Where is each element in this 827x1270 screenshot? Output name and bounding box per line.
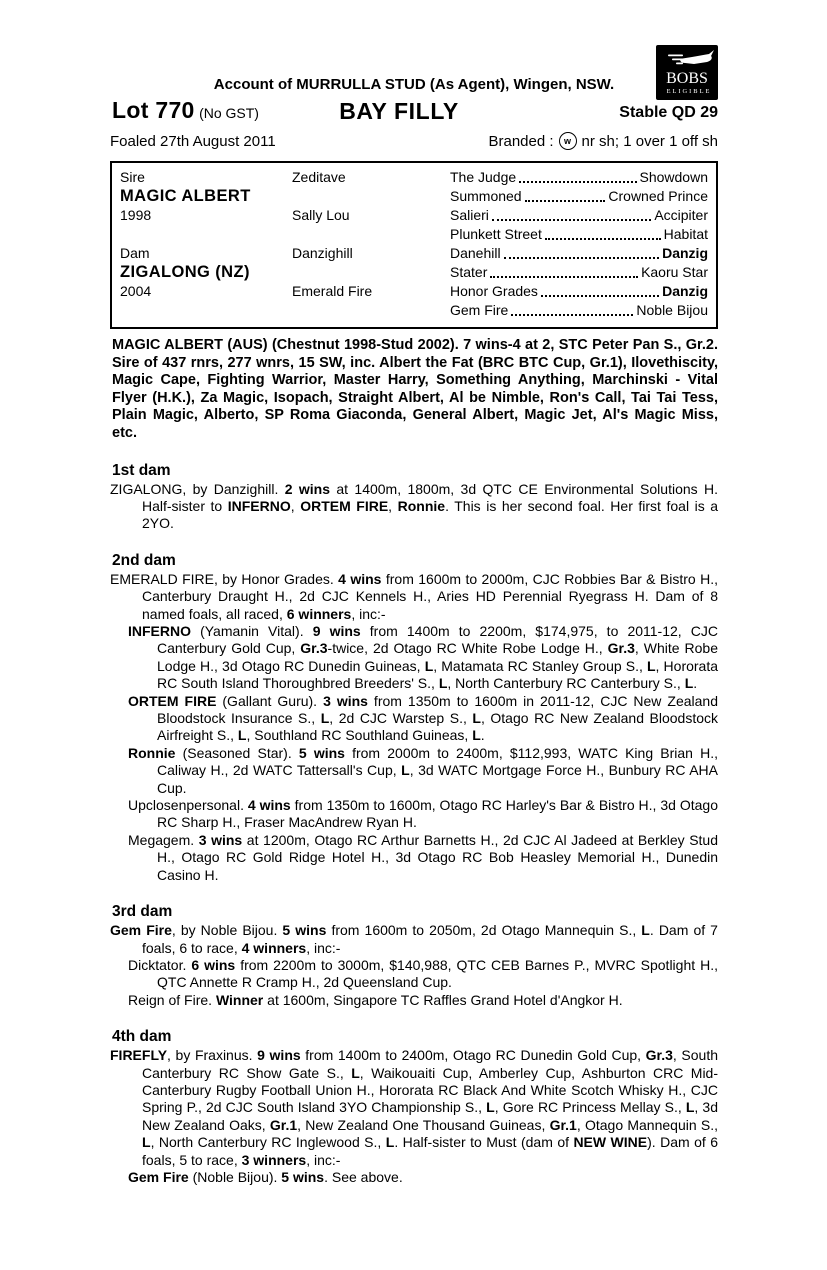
dam-year: 2004 <box>120 283 152 299</box>
dot-leader <box>492 219 651 221</box>
dam-entry: ZIGALONG, by Danzighill. 2 wins at 1400m, 1800m, 3d QTC CE Environmental Solutions H. Half-sister to INFERNO, ORTEM FIRE, Ronnie. This is her second foal. Her first foal is a 2YO. <box>110 480 719 532</box>
great-grandparents <box>450 187 708 206</box>
ancestor-dam-sire: Kaoru Star <box>641 264 708 280</box>
dot-leader <box>511 314 633 316</box>
ancestor-sire: Stater <box>450 264 488 280</box>
brand-location: nr sh; 1 over 1 off sh <box>581 132 718 150</box>
second-dam-name: Emerald Fire <box>292 283 373 299</box>
ancestor-sire: The Judge <box>450 169 517 185</box>
dam-entry: Gem Fire, by Noble Bijou. 5 wins from 1600m to 2050m, 2d Otago Mannequin S., L. Dam of 7 foals, 6 to race, 4 winners, inc:- <box>110 922 718 956</box>
sire-role-label: Sire <box>120 169 145 185</box>
progeny-entry: Megagem. 3 wins at 1200m, Otago RC Arthur Barnetts H., 2d CJC Al Jadeed at Berkley Stud H., Otago RC Gold Ridge Hotel H., 3d Otago RC Bob Heasley Memorial H., Dunedin Casino H. <box>128 831 718 883</box>
ancestor-dam-sire: Noble Bijou <box>636 302 708 318</box>
foal-row <box>110 130 718 152</box>
sire-summary: MAGIC ALBERT (AUS) (Chestnut 1998-Stud 2002). 7 wins-4 at 2, STC Peter Pan S., Gr.2. Sire of 437 rnrs, 277 wnrs, 15 SW, inc. Albert the Fat (BRC BTC Cup, Gr.1), Ilovethiscity, Magic Cape, Fighting Warrior, Master Harry, Something Anything, Marchinski - Vital Flyer (H.K.), Za Magic, Isopach, Straight Albert, Al be Nimble, Ron's Call, Tai Tai Tess, Plain Magic, Alberto, SP Roma Giaconda, General Albert, Magic Jet, Al's Magic Miss, etc. <box>112 337 718 441</box>
damsire-name: Danzighill <box>292 245 353 261</box>
dam-role-label: Dam <box>120 245 150 261</box>
brand-description <box>488 132 718 150</box>
sire-name: MAGIC ALBERT <box>120 187 251 205</box>
section-1st-dam <box>110 462 718 533</box>
progeny-entry: Upclosenpersonal. 4 wins from 1350m to 1600m, Otago RC Harley's Bar & Bistro H., 3d Otago RC Sharp H., Fraser MacAndrew Ryan H. <box>128 797 718 831</box>
branded-label: Branded : <box>488 132 554 150</box>
pedigree-table <box>110 161 718 329</box>
bobs-logo-graphic <box>656 45 718 100</box>
section-4th-dam <box>110 1028 718 1186</box>
ancestor-sire: Honor Grades <box>450 283 538 299</box>
section-heading: 4th dam <box>112 1028 172 1046</box>
bobs-eligible-logo <box>656 45 718 100</box>
lot-number: Lot 770 <box>112 97 195 123</box>
pedigree-row <box>120 263 708 282</box>
progeny-entry: ORTEM FIRE (Gallant Guru). 3 wins from 1350m to 1600m in 2011-12, CJC New Zealand Bloodstock Insurance S., L, 2d CJC Warstep S., L, Otago RC New Zealand Bloodstock Airfreight S., L, Southland RC Southland Guineas, L. <box>128 692 719 744</box>
page-content <box>110 0 718 1186</box>
dam-entry: FIREFLY, by Fraxinus. 9 wins from 1400m to 2400m, Otago RC Dunedin Gold Cup, Gr.3, South Canterbury RC Show Gate S., L, Waikouaiti Cup, Amberley Cup, Ashburton CRC Mid-Canterbury Rugby Football Union H., Hororata RC Black And White Scotch Whisky H., CJC Spring P., 2d CJC South Island 3YO Championship S., L, Gore RC Princess Mellay S., L, 3d New Zealand Oaks, Gr.1, New Zealand One Thousand Guineas, Gr.1, Otago Mannequin S., L, North Canterbury RC Inglewood S., L. Half-sister to Must (dam of NEW WINE). Dam of 6 foals, 5 to race, 3 winners, inc:- <box>110 1047 719 1168</box>
section-2nd-dam <box>110 552 718 884</box>
ancestor-sire: Summoned <box>450 188 522 204</box>
stable-number: Stable QD 29 <box>619 104 718 121</box>
dot-leader <box>504 257 660 259</box>
pedigree-row <box>120 301 708 320</box>
ancestor-sire: Gem Fire <box>450 302 509 318</box>
section-3rd-dam <box>110 903 718 1009</box>
dam-entry: EMERALD FIRE, by Honor Grades. 4 wins from 1600m to 2000m, CJC Robbies Bar & Bistro H., Canterbury Draught H., 2d CJC Kennels H., Aries HD Perennial Ryegrass H. Dam of 8 named foals, all raced, 6 winners, inc:- <box>110 570 718 622</box>
brand-mark-letter: w <box>564 135 572 146</box>
bobs-logo-subtext: ELIGIBLE <box>666 88 712 95</box>
ancestor-dam-sire: Danzig <box>662 245 708 261</box>
bobs-logo-text: BOBS <box>666 70 708 87</box>
progeny-entry: Gem Fire (Noble Bijou). 5 wins. See above. <box>128 1168 403 1185</box>
granddam-name: Sally Lou <box>292 207 350 223</box>
pedigree-row <box>120 244 708 263</box>
pedigree-row <box>120 206 708 225</box>
great-grandparents <box>450 301 708 320</box>
pedigree-row <box>120 187 708 206</box>
great-grandparents <box>450 168 708 187</box>
ancestor-dam-sire: Crowned Prince <box>608 188 708 204</box>
ancestor-dam-sire: Habitat <box>663 226 708 242</box>
pedigree-row <box>120 282 708 301</box>
great-grandparents <box>450 263 708 282</box>
account-line: Account of MURRULLA STUD (As Agent), Wingen, NSW. <box>213 76 615 93</box>
gst-note: (No GST) <box>199 105 259 121</box>
grandsire-name: Zeditave <box>292 169 346 185</box>
ancestor-dam-sire: Accipiter <box>654 207 708 223</box>
dot-leader <box>545 238 661 240</box>
dot-leader <box>525 200 606 202</box>
great-grandparents <box>450 244 708 263</box>
sire-year: 1998 <box>120 207 152 223</box>
lot-row <box>110 97 718 127</box>
dot-leader <box>490 276 638 278</box>
section-heading: 2nd dam <box>112 551 176 569</box>
great-grandparents <box>450 225 708 244</box>
dot-leader <box>519 181 636 183</box>
great-grandparents <box>450 206 708 225</box>
ancestor-dam-sire: Danzig <box>662 283 708 299</box>
brand-mark-icon <box>559 132 577 150</box>
pedigree-row <box>120 168 708 187</box>
ancestor-sire: Salieri <box>450 207 489 223</box>
page-title: BAY FILLY <box>339 98 459 124</box>
progeny-entry: Ronnie (Seasoned Star). 5 wins from 2000m to 2400m, $112,993, WATC King Brian H., Caliway H., 2d WATC Tattersall's Cup, L, 3d WATC Mortgage Force H., Bunbury RC AHA Cup. <box>128 744 719 796</box>
pedigree-row <box>120 225 708 244</box>
section-heading: 1st dam <box>112 461 171 479</box>
section-heading: 3rd dam <box>112 903 173 921</box>
foaled-date: Foaled 27th August 2011 <box>110 132 276 150</box>
ancestor-dam-sire: Showdown <box>639 169 708 185</box>
dot-leader <box>541 295 659 297</box>
progeny-entry: Dicktator. 6 wins from 2200m to 3000m, $140,988, QTC CEB Barnes P., MVRC Spotlight H., QTC Annette R Cramp H., 2d Queensland Cup. <box>128 956 718 991</box>
progeny-entry: Reign of Fire. Winner at 1600m, Singapore TC Raffles Grand Hotel d'Angkor H. <box>128 991 623 1008</box>
ancestor-sire: Plunkett Street <box>450 226 542 242</box>
great-grandparents <box>450 282 708 301</box>
progeny-entry: INFERNO (Yamanin Vital). 9 wins from 1400m to 2200m, $174,975, to 2011-12, CJC Canterbury Gold Cup, Gr.3-twice, 2d Otago RC White Robe Lodge H., Gr.3, White Robe Lodge H., 3d Otago RC Dunedin Guineas, L, Matamata RC Stanley Group S., L, Hororata RC South Island Thoroughbred Breeders' S., L, North Canterbury RC Canterbury S., L. <box>128 623 719 692</box>
dam-name: ZIGALONG (NZ) <box>120 263 250 281</box>
ancestor-sire: Danehill <box>450 245 501 261</box>
